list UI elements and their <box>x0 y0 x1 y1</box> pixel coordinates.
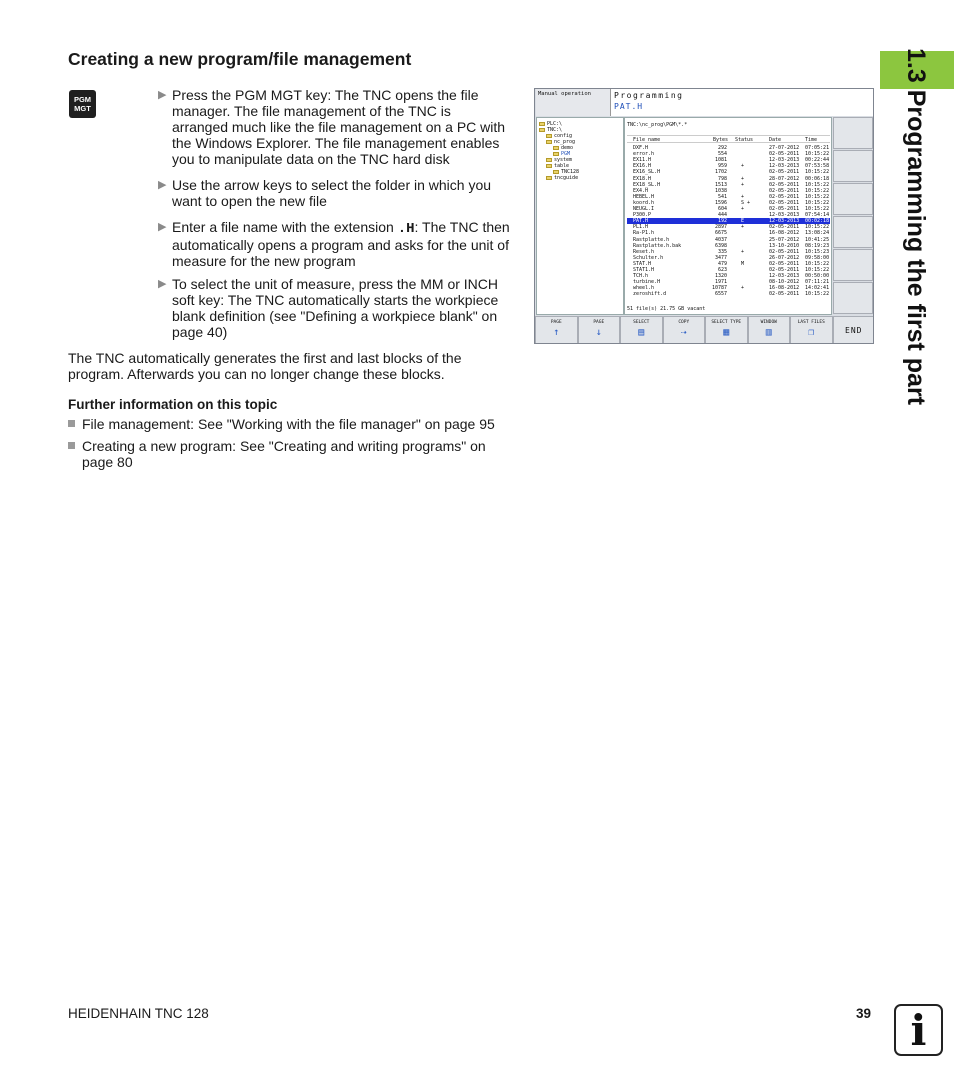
folder-icon <box>539 128 545 132</box>
page-number: 39 <box>856 1006 872 1021</box>
file-list-header: File name Bytes Status Date Time <box>627 135 830 143</box>
softkey-blank[interactable] <box>833 216 873 248</box>
file-row[interactable]: HEBEL.H 541 + 02-05-2011 10:15:22 <box>633 193 830 200</box>
bullet-square-icon <box>68 420 75 427</box>
tree-item[interactable]: system <box>539 157 621 163</box>
window-icon: ▥ <box>765 327 772 338</box>
file-row[interactable]: Ra-P1.h 6675 16-08-2012 13:08:24 <box>633 230 830 237</box>
folder-icon <box>546 140 552 144</box>
tree-item[interactable]: table <box>539 163 621 169</box>
softkey-blank[interactable] <box>833 282 873 314</box>
tree-item[interactable]: TNC128 <box>539 169 621 175</box>
folder-icon <box>553 170 559 174</box>
step-3: ▶ Enter a file name with the extension .H: The TNC then automatically opens a program and asks for the unit of measure for the new program <box>158 219 510 269</box>
file-row[interactable]: Rastplatte.h.bak 6398 13-10-2010 08:19:23 <box>633 242 830 249</box>
tree-item[interactable]: PGM <box>539 151 621 157</box>
softkey-blank[interactable] <box>833 183 873 215</box>
file-row[interactable]: Schulter.h 3477 26-07-2012 09:58:00 <box>633 254 830 261</box>
vertical-softkeys <box>833 117 873 315</box>
tree-item[interactable]: config <box>539 133 621 139</box>
files-icon: ❐ <box>808 327 815 338</box>
tree-item[interactable]: TNC:\ <box>539 127 621 133</box>
file-row[interactable]: PAT.H 192 E 12-03-2013 00:02:18 <box>627 218 830 224</box>
further-info-item: File management: See "Working with the file manager" on page 95 <box>68 416 508 432</box>
file-row[interactable]: EX18.H 798 + 28-07-2012 00:06:18 <box>633 175 830 182</box>
folder-icon <box>546 176 552 180</box>
softkey-blank[interactable] <box>833 117 873 149</box>
softkey-select-type[interactable]: SELECT TYPE ▦ <box>705 316 748 344</box>
file-row[interactable]: TCH.h 1320 12-03-2013 00:50:00 <box>633 273 830 280</box>
file-row[interactable]: wheel.h 10787 + 16-08-2012 14:02:41 <box>633 285 830 292</box>
tree-item[interactable]: demo <box>539 145 621 151</box>
step-1: ▶ Press the PGM MGT key: The TNC opens the file manager. The file management of the TNC is arranged much like the file management on a PC with the Windows Explorer. The file management enables you to manipulate data on the TNC hard disk <box>158 87 506 167</box>
file-row[interactable]: EX11.H 1081 12-03-2013 00:22:44 <box>633 157 830 164</box>
softkey-page-down[interactable]: PAGE ↓ <box>578 316 621 344</box>
file-row[interactable]: EX16.H 959 + 12-03-2013 07:53:58 <box>633 163 830 170</box>
file-row[interactable]: error.h 554 02-05-2011 10:15:22 <box>633 151 830 158</box>
softkey-blank[interactable] <box>833 150 873 182</box>
step-2: ▶ Use the arrow keys to select the folder in which you want to open the new file <box>158 177 492 209</box>
arrow-right-icon: ▶ <box>158 278 167 290</box>
info-icon: i <box>894 1004 943 1056</box>
footer-product: HEIDENHAIN TNC 128 <box>68 1006 209 1021</box>
arrow-right-icon: ▶ <box>158 89 167 101</box>
tree-item[interactable]: nc_prog <box>539 139 621 145</box>
pgm-mgt-key: PGM MGT <box>69 90 96 118</box>
copy-icon: ⇢ <box>680 327 687 338</box>
program-header: Programming PAT.H <box>610 89 873 116</box>
tree-item[interactable]: tncguide <box>539 175 621 181</box>
arrow-down-icon: ↓ <box>595 327 602 338</box>
folder-icon <box>539 122 545 126</box>
tnc-screen <box>534 88 874 344</box>
file-row[interactable]: DXF.H 292 27-07-2012 07:05:21 <box>633 145 830 151</box>
mode-label: Manual operation <box>536 89 610 116</box>
file-row[interactable]: Rastplatte.h 4037 25-07-2012 10:41:25 <box>633 236 830 243</box>
softkey-copy[interactable]: COPY ⇢ <box>663 316 706 344</box>
file-row[interactable]: EX18_SL.H 1513 + 02-05-2011 10:15:22 <box>633 181 830 188</box>
file-status: 51 file(s) 21.75 GB vacant <box>627 306 706 312</box>
file-row[interactable]: PL1.H 2897 + 02-05-2011 10:15:22 <box>633 224 830 231</box>
folder-icon <box>546 158 552 162</box>
file-row[interactable]: P300.P 444 12-03-2013 07:54:14 <box>633 212 830 219</box>
filter-icon: ▦ <box>723 327 730 338</box>
arrow-up-icon: ↑ <box>553 327 560 338</box>
file-row[interactable]: turbine.H 1971 08-10-2012 07:11:21 <box>633 279 830 286</box>
file-row[interactable]: EX4.H 1038 02-05-2011 10:15:22 <box>633 187 830 194</box>
further-info-item: Creating a new program: See "Creating and writing programs" on page 80 <box>68 438 508 470</box>
file-row[interactable]: Reset.h 335 + 02-05-2011 10:15:23 <box>633 248 830 255</box>
further-info-heading: Further information on this topic <box>68 397 278 412</box>
folder-icon <box>546 134 552 138</box>
step-4: ▶ To select the unit of measure, press the MM or INCH soft key: The TNC automatically starts the workpiece blank definition (see "Defining a workpiece blank" on page 40) <box>158 276 499 340</box>
tree-item[interactable]: PLC:\ <box>539 121 621 127</box>
softkey-bar <box>535 316 874 344</box>
chapter-title: 1.3 Programming the first part <box>902 48 930 406</box>
bullet-square-icon <box>68 442 75 449</box>
arrow-right-icon: ▶ <box>158 221 167 233</box>
folder-icon <box>553 146 559 150</box>
file-row[interactable]: STAT1.H 623 02-05-2011 10:15:22 <box>633 267 830 273</box>
softkey-last-files[interactable]: LAST FILES ❐ <box>790 316 833 344</box>
folder-icon <box>553 152 559 156</box>
body-paragraph: The TNC automatically generates the first and last blocks of the program. Afterwards you can no longer change these blocks. <box>68 350 462 382</box>
current-path: TNC:\nc_prog\PGM\*.* <box>627 122 688 128</box>
file-row[interactable]: STAT.H 479 M 02-05-2011 10:15:22 <box>633 260 830 267</box>
softkey-window[interactable]: WINDOW ▥ <box>748 316 791 344</box>
folder-icon <box>546 164 552 168</box>
softkey-page-up[interactable]: PAGE ↑ <box>535 316 578 344</box>
softkey-blank[interactable] <box>833 249 873 281</box>
file-row[interactable]: NEUGL.I 604 + 02-05-2011 10:15:22 <box>633 206 830 212</box>
arrow-right-icon: ▶ <box>158 179 167 191</box>
softkey-select[interactable]: SELECT ▤ <box>620 316 663 344</box>
file-row[interactable]: koord.h 1596 S + 02-05-2011 10:15:22 <box>633 199 830 206</box>
directory-tree[interactable] <box>536 117 624 315</box>
file-row[interactable]: zeroshift.d 6557 02-05-2011 10:15:22 <box>633 291 830 298</box>
file-list[interactable] <box>624 117 832 315</box>
document-icon: ▤ <box>638 327 645 338</box>
section-heading: Creating a new program/file management <box>68 49 412 69</box>
file-row[interactable]: EX16_SL.H 1702 02-05-2011 10:15:22 <box>633 169 830 176</box>
softkey-end[interactable]: END <box>833 316 875 344</box>
